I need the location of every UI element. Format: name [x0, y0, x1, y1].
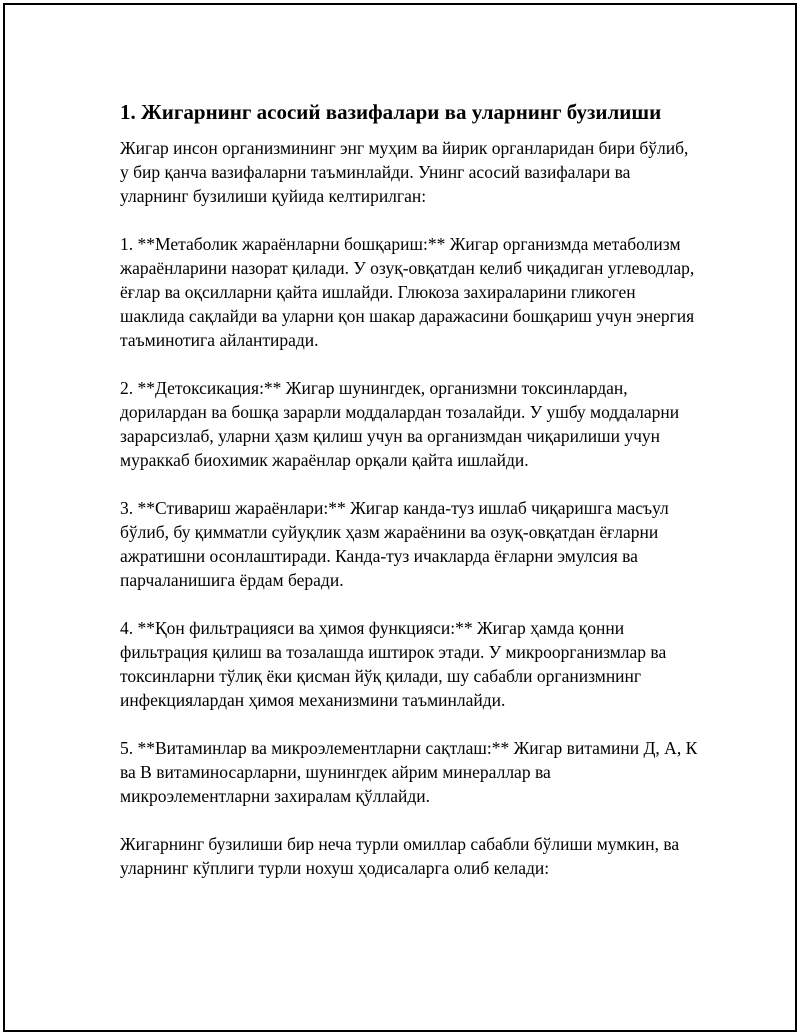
- detoxification-paragraph: 2. **Детоксикация:** Жигар шунингдек, организмни токсинлардан, дорилардан ва бошқа зарарли моддалардан тозалайди. У ушбу моддаларни зарарсизлаб, уларни ҳазм қилиш учун ва организмдан чиқарилиши учун мураккаб биохимик жараёнлар орқали қайта ишлайди.: [120, 378, 680, 470]
- document-content: [120, 98, 700, 904]
- intro-paragraph: Жигар инсон организмининг энг муҳим ва йирик органларидан бири бўлиб, у бир қанча вазифаларни таъминлайди. Унинг асосий вазифалари ва уларнинг бузилиши қуйида келтирилган:: [120, 138, 689, 206]
- disorders-paragraph: Жигарнинг бузилиши бир неча турли омиллар сабабли бўлиши мумкин, ва уларнинг кўплиги турли нохуш ҳодисаларга олиб келади:: [120, 834, 680, 878]
- blood-filtration-paragraph: 4. **Қон фильтрацияси ва ҳимоя функцияси:** Жигар ҳамда қонни фильтрация қилиш ва тозалашда иштирок этади. У микроорганизмлар ва токсинларни тўлиқ ёки қисман йўқ қилади, шу сабабли организмнинг инфекциялардан ҳимоя механизмини таъминлайди.: [120, 618, 667, 710]
- vitamins-storage-paragraph: 5. **Витаминлар ва микроэлементларни сақтлаш:** Жигар витамини Д, А, К ва В витаминосарларни, шунингдек айрим минераллар ва микроэлементларни захиралам қўллайди.: [120, 738, 698, 806]
- digestion-paragraph: 3. **Стивариш жараёнлари:** Жигар канда-туз ишлаб чиқаришга масъул бўлиб, бу қимматли суйуқлик ҳазм жараёнини ва озуқ-овқатдан ёғларни ажратишни осонлаштиради. Канда-туз ичакларда ёғларни эмулсия ва парчаланишига ёрдам беради.: [120, 498, 669, 590]
- metabolism-paragraph: 1. **Метаболик жараёнларни бошқариш:** Жигар организмда метаболизм жараёнларини назорат қилади. У озуқ-овқатдан келиб чиқадиган углеводлар, ёғлар ва оқсилларни қайта ишлайди. Глюкоза захираларини гликоген шаклида сақлайди ва уларни қон шакар даражасини бошқариш учун энергия таъминотига айлантиради.: [120, 234, 695, 350]
- section-heading: 1. Жигарнинг асосий вазифалари ва уларнинг бузилиши: [120, 100, 662, 124]
- document-page: [3, 3, 797, 1032]
